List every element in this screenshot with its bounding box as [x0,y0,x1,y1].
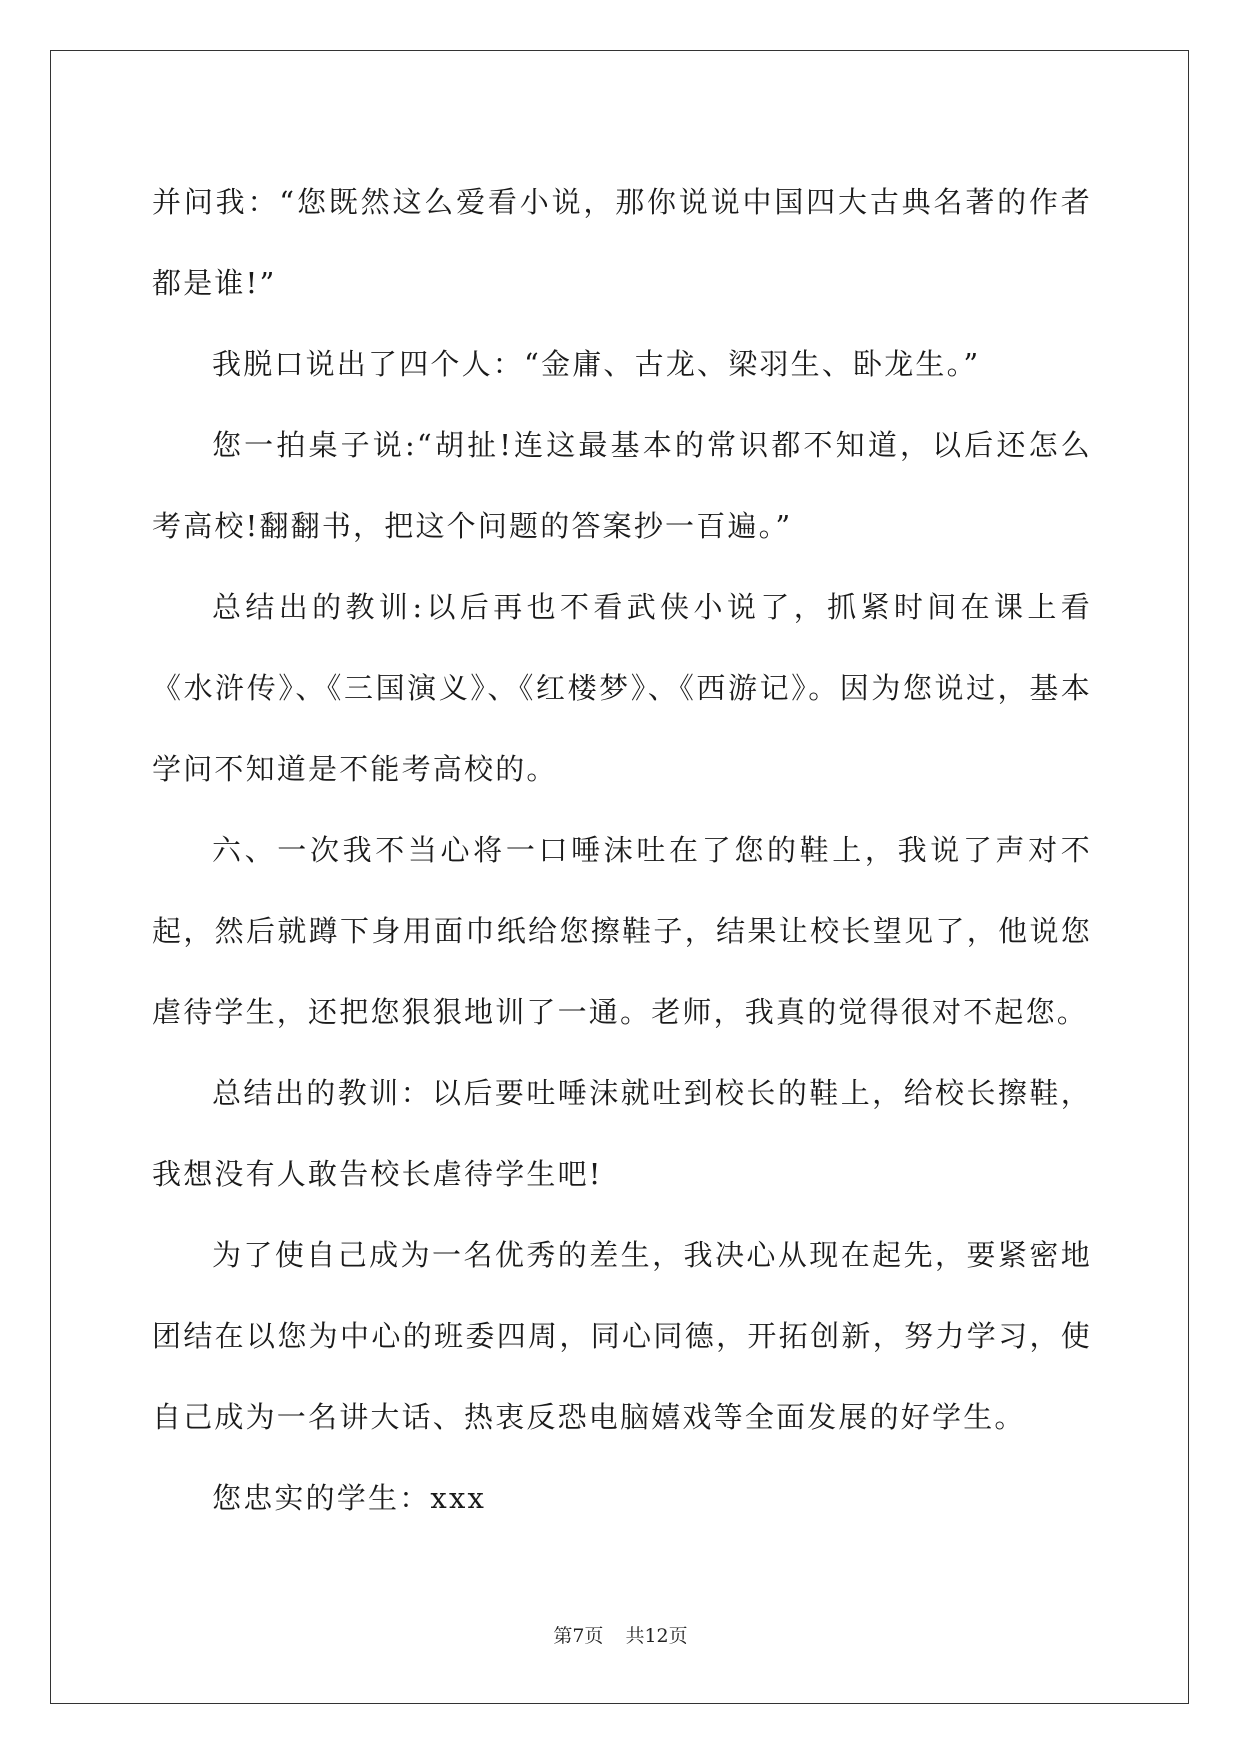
paragraph-1: 并问我：“您既然这么爱看小说，那你说说中国四大古典名著的作者都是谁!” [152,185,1092,300]
page-total: 共12页 [625,1625,688,1647]
paragraph-3: 您一拍桌子说:“胡扯!连这最基本的常识都不知道，以后还怎么考高校!翻翻书，把这个问题的答案抄一百遍。” [152,428,1092,543]
paragraph-6: 总结出的教训：以后要吐唾沫就吐到校长的鞋上，给校长擦鞋，我想没有人敢告校长虐待学生吧! [152,1076,1092,1191]
page-number: 第7页 [553,1625,604,1647]
paragraph-2: 我脱口说出了四个人：“金庸、古龙、梁羽生、卧龙生。” [212,347,981,381]
page-footer [0,1621,1241,1648]
signature-line: 您忠实的学生：xxx [212,1481,487,1515]
document-body [152,162,1092,1539]
paragraph-4: 总结出的教训:以后再也不看武侠小说了，抓紧时间在课上看《水浒传》、《三国演义》、《红楼梦》、《西游记》。因为您说过，基本学问不知道是不能考高校的。 [152,590,1092,786]
paragraph-5: 六、一次我不当心将一口唾沫吐在了您的鞋上，我说了声对不起，然后就蹲下身用面巾纸给您擦鞋子，结果让校长望见了，他说您虐待学生，还把您狠狠地训了一通。老师，我真的觉得很对不起您。 [152,833,1092,1029]
paragraph-7: 为了使自己成为一名优秀的差生，我决心从现在起先，要紧密地团结在以您为中心的班委四周，同心同德，开拓创新，努力学习，使自己成为一名讲大话、热衷反恐电脑嬉戏等全面发展的好学生。 [152,1238,1092,1434]
